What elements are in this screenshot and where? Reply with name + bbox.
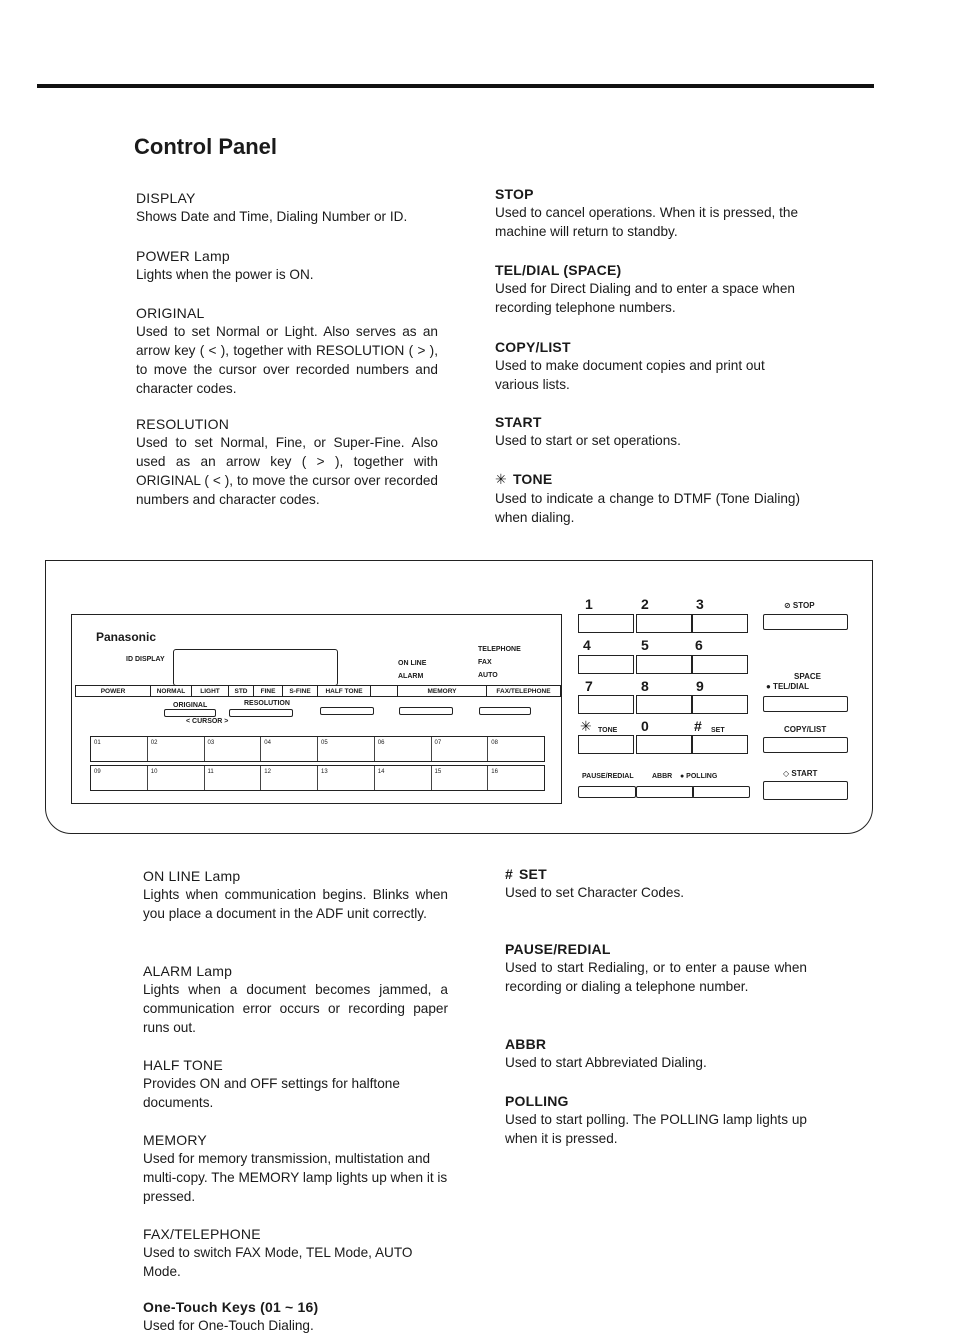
- entry-right-bottom-1: [505, 941, 807, 996]
- alarm-lamp-label: ALARM: [398, 673, 424, 680]
- one-touch-key[interactable]: 06: [375, 737, 432, 761]
- entry-heading-text: STOP: [495, 186, 534, 202]
- entry-heading-text: ON LINE Lamp: [143, 868, 241, 884]
- start-button[interactable]: [763, 781, 848, 800]
- one-touch-key[interactable]: 16: [491, 769, 498, 775]
- key-3[interactable]: [692, 614, 748, 633]
- entry-left-bottom-1: [143, 963, 448, 1037]
- fine-button[interactable]: FINE: [254, 686, 283, 696]
- one-touch-key[interactable]: 15: [432, 766, 489, 790]
- panel-key-c[interactable]: [479, 707, 531, 715]
- one-touch-key[interactable]: 05: [318, 737, 375, 761]
- entry-left-top-0: [136, 190, 438, 226]
- strip-blank: [371, 686, 398, 696]
- entry-right-top-4: [495, 471, 800, 527]
- entry-heading-text: ALARM Lamp: [143, 963, 233, 979]
- entry-description: Used to switch FAX Mode, TEL Mode, AUTO Mode.: [143, 1245, 413, 1279]
- power-lamp: POWER: [76, 686, 151, 696]
- function-strip: [75, 685, 561, 697]
- mode-telephone-label: TELEPHONE: [478, 646, 521, 653]
- set-key-label: SET: [711, 727, 725, 734]
- one-touch-key[interactable]: 09: [91, 766, 148, 790]
- key-6[interactable]: [692, 655, 748, 674]
- polling-button[interactable]: [692, 786, 750, 798]
- resolution-label: RESOLUTION: [244, 700, 290, 707]
- key-6-label: 6: [695, 637, 703, 653]
- tone-key-glyph: ✳: [580, 718, 592, 734]
- entry-description: Used for memory transmission, multistation and multi-copy. The MEMORY lamp lights up when it is pressed.: [143, 1151, 448, 1204]
- key-9-label: 9: [696, 678, 704, 694]
- entry-heading: [495, 186, 800, 202]
- entry-left-bottom-3: [143, 1132, 448, 1206]
- light-button[interactable]: LIGHT: [192, 686, 229, 696]
- original-button[interactable]: [164, 709, 216, 717]
- entry-right-top-3: [495, 414, 800, 450]
- entry-heading: [143, 868, 448, 884]
- one-touch-key[interactable]: 01: [91, 737, 148, 761]
- on-line-lamp-label: ON LINE: [398, 660, 427, 667]
- entry-heading: [136, 190, 438, 206]
- entry-left-bottom-2: [143, 1057, 448, 1112]
- one-touch-key[interactable]: 02: [148, 737, 205, 761]
- entry-description: Used to make document copies and print out various lists.: [495, 358, 765, 392]
- entry-description: Provides ON and OFF settings for halftone documents.: [143, 1076, 400, 1110]
- key-tone[interactable]: [578, 735, 634, 754]
- memory-button[interactable]: MEMORY: [398, 686, 487, 696]
- entry-left-top-3: [136, 416, 438, 509]
- copy-list-label: COPY/LIST: [784, 725, 827, 734]
- key-8[interactable]: [636, 695, 692, 714]
- entry-heading-text: START: [495, 414, 542, 430]
- fax-telephone-button[interactable]: FAX/TELEPHONE: [496, 687, 551, 695]
- key-4[interactable]: [578, 655, 634, 674]
- entry-right-top-0: [495, 186, 800, 241]
- entry-heading-text: SET: [519, 866, 547, 882]
- key-4-label: 4: [583, 637, 591, 653]
- entry-description: Used to start Abbreviated Dialing.: [505, 1055, 707, 1070]
- entry-right-bottom-3: [505, 1093, 807, 1148]
- entry-heading-text: PAUSE/REDIAL: [505, 941, 611, 957]
- polling-label: ● POLLING: [680, 773, 718, 780]
- page-title: Control Panel: [134, 134, 278, 159]
- entry-heading-text: FAX/TELEPHONE: [143, 1226, 261, 1242]
- one-touch-row-2: [90, 765, 545, 791]
- entry-heading: [143, 963, 448, 979]
- entry-description: Used to start polling. The POLLING lamp lights up when it is pressed.: [505, 1112, 807, 1146]
- entry-description: Used to set Normal or Light. Also serves as an arrow key ( < ), together with RESOLUTION ( > ), to move the cursor over recorded numbers and character codes.: [136, 324, 438, 396]
- key-2-label: 2: [641, 596, 649, 612]
- top-rule: [37, 84, 874, 88]
- key-8-label: 8: [641, 678, 649, 694]
- start-label: ◇ START: [783, 769, 818, 778]
- key-5-label: 5: [641, 637, 649, 653]
- resolution-button[interactable]: [229, 709, 293, 717]
- normal-button[interactable]: NORMAL: [151, 686, 192, 696]
- one-touch-key[interactable]: 04: [261, 737, 318, 761]
- entry-right-bottom-2: [505, 1036, 807, 1072]
- original-label: ORIGINAL: [173, 702, 208, 709]
- entry-heading-text: DISPLAY: [136, 190, 196, 206]
- entry-heading-text: ABBR: [505, 1036, 547, 1052]
- entry-description: Used to set Normal, Fine, or Super-Fine. Also used as an arrow key ( > ), together with ORIGINAL ( < ), to move the cursor over recorded numbers and character codes.: [136, 435, 438, 507]
- one-touch-key[interactable]: 13: [318, 766, 375, 790]
- entry-heading: [505, 941, 807, 957]
- one-touch-key[interactable]: 08: [491, 740, 498, 746]
- entry-description: Shows Date and Time, Dialing Number or ID.: [136, 209, 408, 224]
- entry-heading: [136, 248, 438, 264]
- entry-right-bottom-0: [505, 866, 807, 902]
- key-9[interactable]: [692, 695, 748, 714]
- entry-glyph: #: [505, 866, 513, 882]
- entry-left-top-1: [136, 248, 438, 284]
- s-fine-button[interactable]: S-FINE: [283, 686, 318, 696]
- abbr-button[interactable]: [636, 786, 694, 798]
- tel-dial-label: ● TEL/DIAL: [766, 682, 810, 691]
- entry-heading: [505, 866, 807, 882]
- entry-description: Used to set Character Codes.: [505, 885, 685, 900]
- key-3-label: 3: [696, 596, 704, 612]
- key-2[interactable]: [636, 614, 692, 633]
- entry-heading: [143, 1226, 448, 1242]
- stop-label: ⊘ STOP: [784, 601, 815, 610]
- space-label: SPACE: [794, 672, 821, 681]
- entry-description: Lights when communication begins. Blinks when you place a document in the ADF unit correctly.: [143, 887, 448, 921]
- entry-heading: [495, 471, 800, 488]
- entry-heading: [495, 339, 800, 355]
- entry-left-bottom-0: [143, 868, 448, 923]
- copy-list-button[interactable]: [763, 737, 848, 753]
- entry-description: Used to indicate a change to DTMF (Tone Dialing) when dialing.: [495, 491, 800, 525]
- one-touch-key[interactable]: 03: [205, 737, 262, 761]
- entry-left-top-2: [136, 305, 438, 398]
- one-touch-key[interactable]: 11: [205, 766, 262, 790]
- key-1-label: 1: [585, 596, 593, 612]
- pause-redial-button[interactable]: [578, 786, 636, 798]
- abbr-label: ABBR: [652, 773, 673, 780]
- brand-logo: Panasonic: [96, 630, 157, 644]
- stop-button[interactable]: [763, 614, 848, 630]
- key-5[interactable]: [636, 655, 692, 674]
- entry-glyph: ✳: [495, 471, 507, 487]
- entry-description: Lights when the power is ON.: [136, 267, 314, 282]
- entry-heading: [136, 416, 438, 432]
- entry-heading-text: HALF TONE: [143, 1057, 223, 1073]
- entry-heading: [495, 262, 800, 278]
- entry-heading-text: TONE: [512, 471, 553, 487]
- lcd-display: [173, 649, 338, 686]
- entry-heading: [143, 1132, 448, 1148]
- one-touch-key[interactable]: 10: [148, 766, 205, 790]
- entry-description: Used for Direct Dialing and to enter a space when recording telephone numbers.: [495, 281, 795, 315]
- entry-heading: [143, 1057, 448, 1073]
- key-0-label: 0: [641, 718, 649, 734]
- entry-description: Used to cancel operations. When it is pressed, the machine will return to standby.: [495, 205, 798, 239]
- mode-auto-label: AUTO: [478, 672, 498, 679]
- key-7[interactable]: [578, 695, 634, 714]
- id-display-label: ID DISPLAY: [126, 656, 165, 663]
- tel-dial-button[interactable]: [763, 696, 848, 712]
- mode-fax-label: FAX: [478, 659, 492, 666]
- one-touch-key[interactable]: 07: [432, 737, 489, 761]
- entry-heading-text: TEL/DIAL (SPACE): [495, 262, 622, 278]
- entry-description: Used for One-Touch Dialing.: [143, 1318, 314, 1333]
- entry-heading: [143, 1299, 448, 1315]
- entry-right-top-2: [495, 339, 800, 394]
- entry-heading-text: POWER Lamp: [136, 248, 230, 264]
- entry-description: Used to start or set operations.: [495, 433, 681, 448]
- entry-heading: [505, 1036, 807, 1052]
- entry-left-bottom-4: [143, 1226, 448, 1281]
- one-touch-key[interactable]: 14: [375, 766, 432, 790]
- entry-heading: [505, 1093, 807, 1109]
- entry-description: Used to start Redialing, or to enter a pause when recording or dialing a telephone number.: [505, 960, 807, 994]
- set-key-glyph: #: [694, 718, 702, 734]
- key-1[interactable]: [578, 614, 634, 633]
- entry-heading-text: RESOLUTION: [136, 416, 230, 432]
- one-touch-key[interactable]: 12: [261, 766, 318, 790]
- entry-heading-text: COPY/LIST: [495, 339, 571, 355]
- one-touch-row-1: [90, 736, 545, 762]
- half-tone-button[interactable]: HALF TONE: [318, 686, 371, 696]
- entry-heading-text: ORIGINAL: [136, 305, 205, 321]
- entry-heading-text: One-Touch Keys (01 ~ 16): [143, 1299, 319, 1315]
- panel-key-b[interactable]: [399, 707, 453, 715]
- entry-heading-text: POLLING: [505, 1093, 569, 1109]
- entry-heading: [136, 305, 438, 321]
- panel-key-a[interactable]: [320, 707, 374, 715]
- pause-redial-label: PAUSE/REDIAL: [582, 773, 634, 780]
- entry-description: Lights when a document becomes jammed, a communication error occurs or recording paper runs out.: [143, 982, 448, 1035]
- entry-right-top-1: [495, 262, 800, 317]
- entry-heading: [495, 414, 800, 430]
- key-0[interactable]: [636, 735, 692, 754]
- entry-heading-text: MEMORY: [143, 1132, 207, 1148]
- entry-left-bottom-5: [143, 1299, 448, 1335]
- std-button[interactable]: STD: [229, 686, 254, 696]
- key-7-label: 7: [585, 678, 593, 694]
- tone-key-label: TONE: [598, 727, 618, 734]
- cursor-label: < CURSOR >: [186, 718, 229, 725]
- key-set[interactable]: [692, 735, 748, 754]
